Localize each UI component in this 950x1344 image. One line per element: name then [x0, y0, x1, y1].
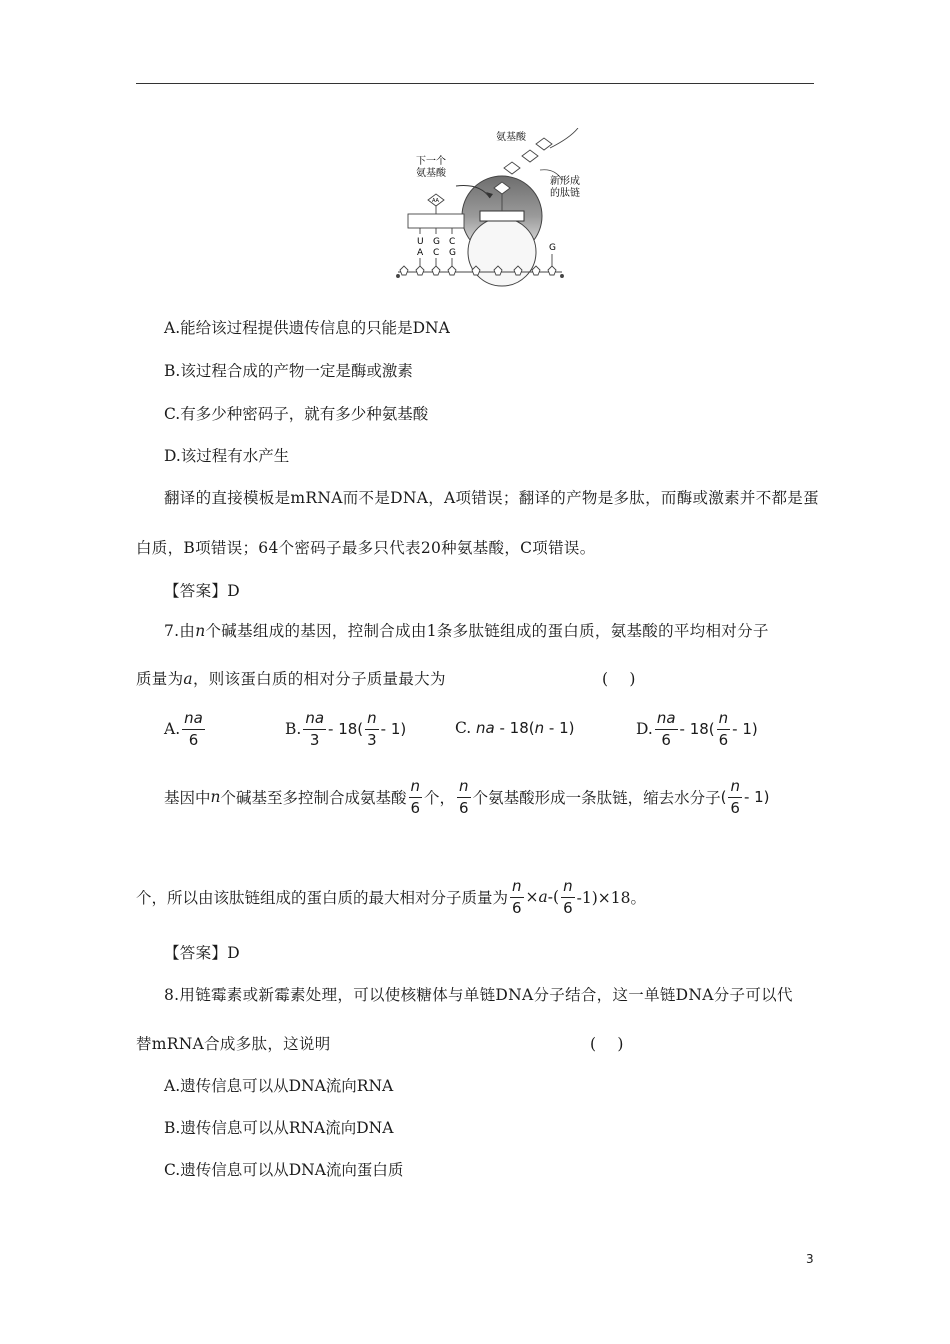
- codon-base: A: [417, 248, 424, 258]
- q7-option-c: C. na - 18(n - 1): [455, 719, 575, 737]
- anticodon-base: G: [433, 237, 440, 247]
- q6-option-a: A.能给该过程提供遗传信息的只能是DNA: [164, 319, 450, 337]
- q8-stem-line1: 8.用链霉素或新霉素处理，可以使核糖体与单链DNA分子结合，这一单链DNA分子可以代: [164, 986, 793, 1004]
- label-new-1: 新形成: [550, 176, 580, 187]
- option-label: D.: [636, 720, 653, 738]
- q7-var-n: n: [195, 622, 206, 640]
- label-next-1: 下一个: [416, 156, 446, 167]
- q7-option-d: D. $\frac{na}{6}$ - 18( $\frac{n}{6}$ - 1): [636, 709, 758, 749]
- fraction: $\frac{n}{6}$: [459, 777, 469, 817]
- fraction: $\frac{na}{6}$: [184, 709, 203, 749]
- codon-base: G: [549, 243, 556, 253]
- q6-option-d: D.该过程有水产生: [164, 447, 290, 465]
- label-next-2: 氨基酸: [416, 168, 446, 179]
- option-label: B.: [285, 720, 302, 738]
- explain-text: 个碱基至多控制合成氨基酸: [220, 789, 407, 807]
- fraction: $\frac{n}{6}$: [410, 777, 421, 817]
- q7-stem-text: 7.由: [164, 622, 196, 640]
- explain-text: 基因中: [164, 789, 211, 807]
- q7-explanation-line2: [136, 878, 646, 916]
- q8-option-b: B.遗传信息可以从RNA流向DNA: [164, 1119, 394, 1137]
- q7-explanation-line1: 基因中 n 个碱基至多控制合成氨基酸 $\frac{n}{6}$ 个， $\frac{n}{6}$ 个氨基酸形成一条肽链，缩去水分子 ( $\frac{n}{6}$ - 1): [164, 777, 770, 817]
- explain-text: 个氨基酸形成一条肽链，缩去水分子: [472, 789, 721, 807]
- q7-stem-text: 质量为: [136, 670, 184, 688]
- q7-var-a: a: [183, 670, 193, 688]
- fraction: $\frac{n}{6}$: [718, 709, 729, 749]
- q7-stem-line1: [164, 619, 769, 641]
- q7-stem-text: 个碱基组成的基因，控制合成由1条多肽链组成的蛋白质，氨基酸的平均相对分子: [205, 622, 769, 640]
- codon-base: C: [433, 248, 440, 258]
- fraction: $\frac{n}{3}$: [367, 709, 377, 749]
- q8-option-c: C.遗传信息可以从DNA流向蛋白质: [164, 1161, 404, 1179]
- q8-answer-paren: ( ): [590, 1035, 624, 1053]
- q6-explanation-line1: 翻译的直接模板是mRNA而不是DNA，A项错误；翻译的产物是多肽，而酶或激素并不都是蛋: [164, 489, 819, 507]
- q6-explanation-line2: 白质，B项错误；64个密码子最多只代表20种氨基酸，C项错误。: [136, 539, 596, 557]
- q8-stem-line2: 替mRNA合成多肽，这说明: [136, 1035, 331, 1053]
- label-amino-acid: 氨基酸: [496, 132, 526, 143]
- explain-text: ×: [525, 888, 539, 906]
- q7-answer: 【答案】D: [164, 944, 240, 962]
- codon-base: G: [449, 248, 456, 258]
- explain-text: -(: [547, 888, 560, 906]
- explain-text: 个，: [424, 789, 456, 807]
- q6-answer: 【答案】D: [164, 582, 240, 600]
- fraction: $\frac{na}{3}$: [305, 709, 325, 749]
- explain-var-n: n: [210, 788, 221, 806]
- fraction: $\frac{na}{6}$: [656, 709, 676, 749]
- anticodon-base: C: [449, 237, 456, 247]
- page-number: 3: [806, 1252, 814, 1266]
- q7-answer-paren: ( ): [602, 670, 636, 688]
- header-rule: [136, 83, 814, 84]
- q7-option-b: B. $\frac{na}{3}$ - 18( $\frac{n}{3}$ - 1): [285, 709, 407, 749]
- q6-option-c: C.有多少种密码子，就有多少种氨基酸: [164, 405, 429, 423]
- fraction: $\frac{n}{6}$: [730, 777, 740, 817]
- q7-stem-text: ，则该蛋白质的相对分子质量最大为: [192, 670, 446, 688]
- label-new-2: 的肽链: [550, 188, 580, 199]
- q8-option-a: A.遗传信息可以从DNA流向RNA: [164, 1077, 394, 1095]
- explain-var-a: a: [538, 888, 548, 906]
- anticodon-base: U: [417, 237, 424, 247]
- explain-text: -1)×18。: [576, 889, 646, 907]
- q6-option-b: B.该过程合成的产物一定是酶或激素: [164, 362, 413, 380]
- next-aa-mark: AA: [432, 198, 439, 204]
- option-label: C.: [455, 719, 472, 737]
- fraction: $\frac{n}{6}$: [512, 877, 522, 917]
- q7-stem-line2: [136, 667, 446, 689]
- translation-diagram: [390, 128, 590, 293]
- q7-option-a: [164, 710, 207, 748]
- fraction: $\frac{n}{6}$: [563, 877, 573, 917]
- option-label: A.: [164, 720, 181, 738]
- explain-text: 个，所以由该肽链组成的蛋白质的最大相对分子质量为: [136, 889, 509, 907]
